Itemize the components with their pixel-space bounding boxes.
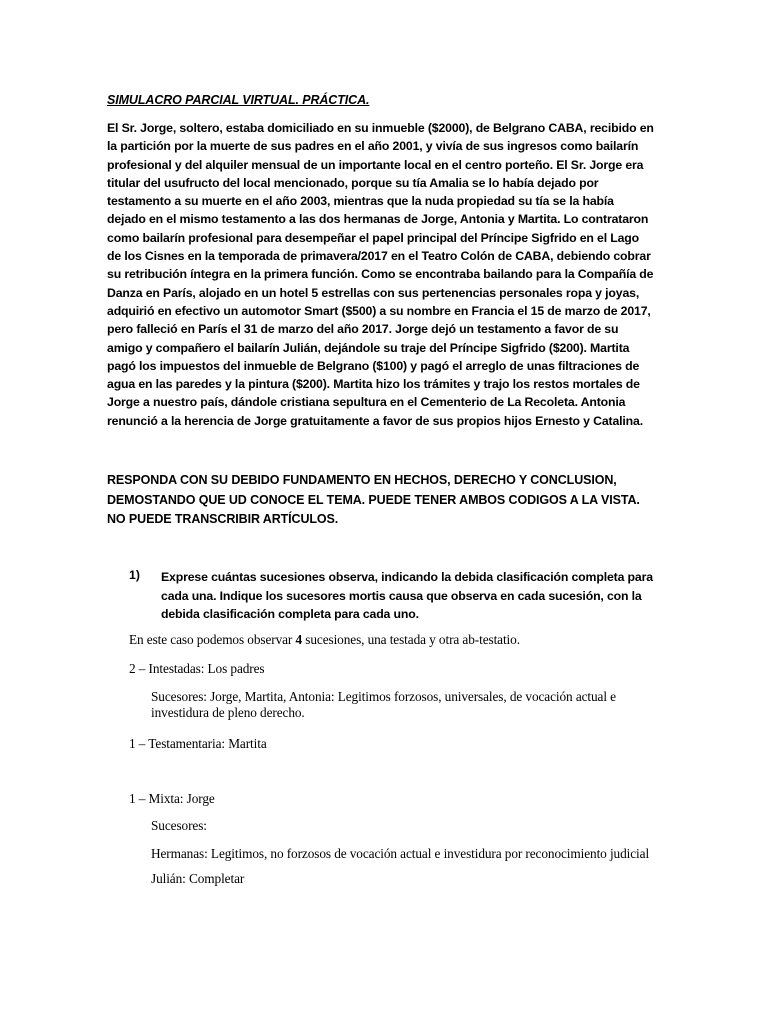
answer-sucesores-label: Sucesores: bbox=[151, 818, 207, 833]
answer-intestadas: 2 – Intestadas: Los padres bbox=[129, 661, 265, 676]
answer-testamentaria: 1 – Testamentaria: Martita bbox=[129, 736, 267, 751]
answer-sucesores-padres: Sucesores: Jorge, Martita, Antonia: Legitimos forzosos, universales, de vocación actual e investidura de pleno derecho. bbox=[151, 689, 616, 720]
question-text: Exprese cuántas sucesiones observa, indicando la debida clasificación completa para cada una. Indique los sucesores mortis causa que observa en cada sucesión, con la debida clasificación completa para cada uno. bbox=[161, 570, 653, 621]
answer-intro-prefix: En este caso podemos observar bbox=[129, 632, 296, 647]
question-number: 1) bbox=[129, 568, 140, 582]
case-paragraph: El Sr. Jorge, soltero, estaba domiciliado en su inmueble ($2000), de Belgrano CABA, recibido en la partición por la muerte de sus padres en el año 2001, y vivía de sus ingresos como bailarín profesional y del alquiler mensual de un importante local en el centro porteño. El Sr. Jorge era titular del usufructo del local mencionado, porque su tía Amalia se lo había dejado por testamento a su muerte en el año 2003, mientras que la nuda propiedad su tía se la había dejado en el mismo testamento a las dos hermanas de Jorge, Antonia y Martita. Lo contrataron como bailarín profesional para desempeñar el papel principal del Príncipe Sigfrido en el Lago de los Cisnes en la temporada de primavera/2017 en el Teatro Colón de CABA, debiendo cobrar su retribución íntegra en la primera función. Como se encontraba bailando para la Compañía de Danza en París, alojado en un hotel 5 estrellas con sus pertenencias personales ropa y joyas, adquirió en efectivo un automotor Smart ($500) a su nombre en Francia el 15 de marzo de 2017, pero falleció en París el 31 de marzo del año 2017. Jorge dejó un testamento a favor de su amigo y compañero el bailarín Julián, dejándole su traje del Príncipe Sigfrido ($200). Martita pagó los impuestos del inmueble de Belgrano ($100) y pagó el arreglo de unas filtraciones de agua en las paredes y la pintura ($200). Martita hizo los trámites y trajo los restos mortales de Jorge a nuestro país, dándole cristiana sepultura en el Cementerio de La Recoleta. Antonia renunció a la herencia de Jorge gratuitamente a favor de sus propios hijos Ernesto y Catalina. bbox=[107, 121, 654, 428]
answer-julian: Julián: Completar bbox=[151, 871, 245, 886]
answer-mixta: 1 – Mixta: Jorge bbox=[129, 791, 215, 806]
answer-intro bbox=[129, 632, 520, 648]
answer-intro-count: 4 bbox=[295, 632, 303, 647]
instructions-paragraph: RESPONDA CON SU DEBIDO FUNDAMENTO EN HECHOS, DERECHO Y CONCLUSION, DEMOSTANDO QUE UD CONOCE EL TEMA. PUEDE TENER AMBOS CODIGOS A LA VISTA. NO PUEDE TRANSCRIBIR ARTÍCULOS. bbox=[107, 473, 640, 526]
answer-intro-suffix: sucesiones, una testada y otra ab-testatio. bbox=[302, 632, 520, 647]
document-title: SIMULACRO PARCIAL VIRTUAL. PRÁCTICA. bbox=[107, 93, 370, 107]
answer-hermanas: Hermanas: Legitimos, no forzosos de vocación actual e investidura por reconocimiento judicial bbox=[151, 846, 650, 861]
